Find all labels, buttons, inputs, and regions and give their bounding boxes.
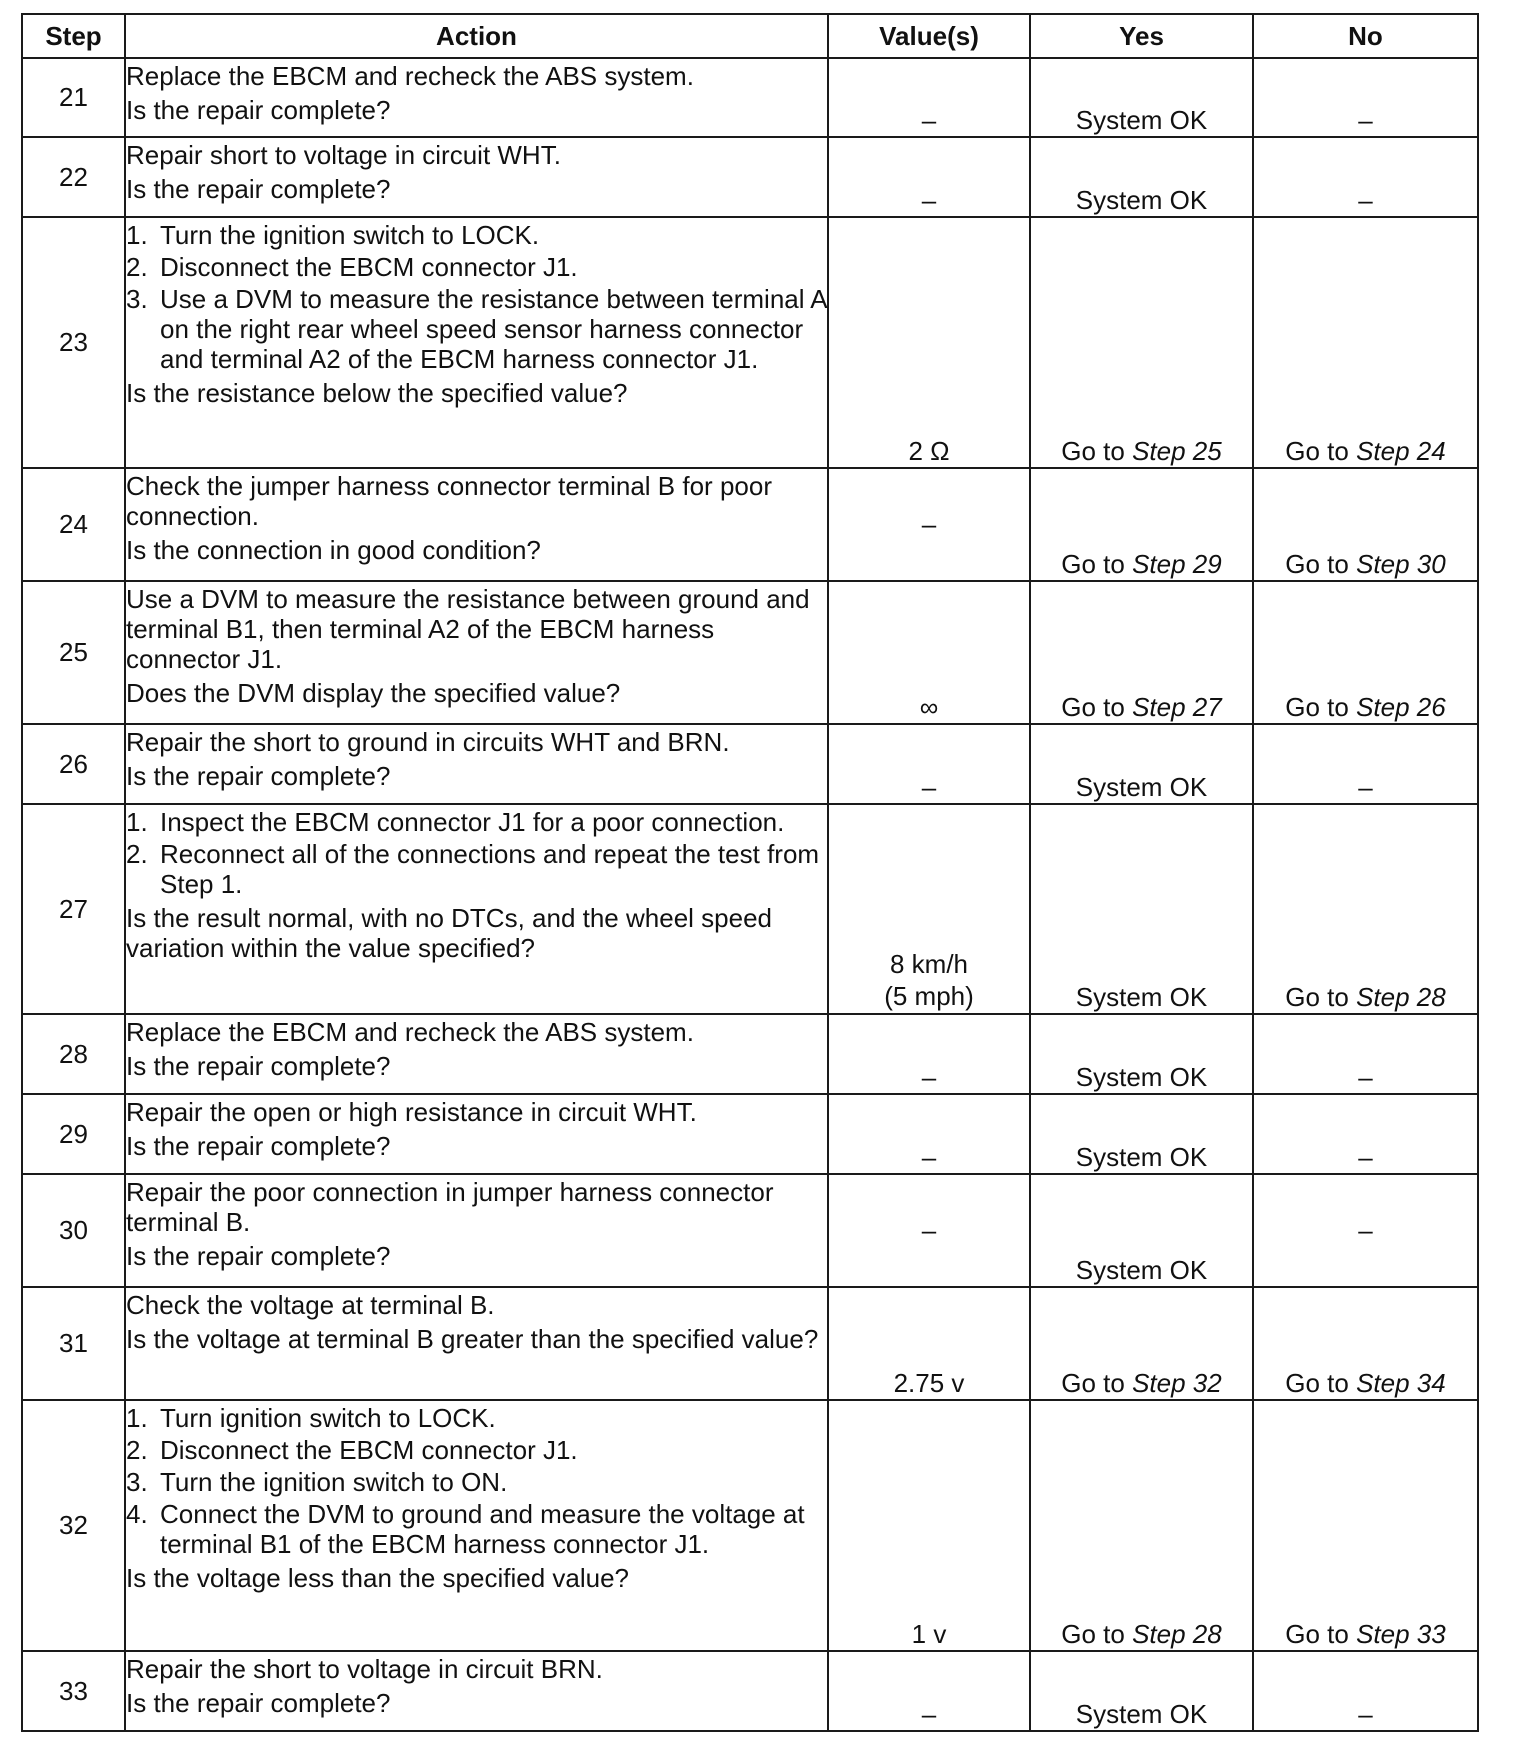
table-row [22, 1651, 1478, 1731]
action-cell [125, 1651, 828, 1731]
list-item-number: 1. [126, 807, 148, 837]
action-question: Is the resistance below the specified value? [126, 378, 628, 408]
action-cell [125, 1094, 828, 1174]
no-cell: – [1253, 1094, 1478, 1174]
step-number: 27 [22, 804, 125, 1014]
list-item-text: Disconnect the EBCM connector J1. [160, 1435, 578, 1465]
no-cell: – [1253, 137, 1478, 217]
action-question: Is the repair complete? [126, 1131, 391, 1161]
list-item-text: Reconnect all of the connections and repeat the test from Step 1. [160, 839, 820, 899]
yes-step-ref: Step 27 [1132, 692, 1222, 722]
no-cell [1253, 468, 1478, 581]
yes-cell: System OK [1030, 137, 1253, 217]
table-row [22, 1287, 1478, 1400]
action-cell [125, 1287, 828, 1400]
list-item-number: 3. [126, 284, 148, 314]
no-step-ref: Step 34 [1356, 1368, 1446, 1398]
action-question: Is the connection in good condition? [126, 535, 541, 565]
diagnostic-table [21, 13, 1479, 1732]
header-action: Action [125, 14, 828, 58]
list-item-text: Turn the ignition switch to LOCK. [160, 220, 540, 250]
table-row [22, 1400, 1478, 1651]
yes-cell: System OK [1030, 1094, 1253, 1174]
no-step-ref: Step 33 [1356, 1619, 1446, 1649]
list-item-text: Disconnect the EBCM connector J1. [160, 252, 578, 282]
yes-cell: System OK [1030, 1014, 1253, 1094]
list-item-text: Use a DVM to measure the resistance between terminal A on the right rear wheel speed sensor harness connector and terminal A2 of the EBCM harness connector J1. [160, 284, 827, 374]
yes-cell: System OK [1030, 58, 1253, 137]
step-number: 28 [22, 1014, 125, 1094]
step-number: 23 [22, 217, 125, 468]
no-prefix: Go to [1285, 436, 1349, 466]
step-number: 31 [22, 1287, 125, 1400]
list-item-text: Connect the DVM to ground and measure the voltage at terminal B1 of the EBCM harness connector J1. [160, 1499, 805, 1559]
action-question: Is the repair complete? [126, 174, 391, 204]
action-text: Repair the poor connection in jumper harness connector terminal B. [126, 1177, 774, 1237]
action-text: Repair the short to voltage in circuit BRN. [126, 1654, 603, 1684]
no-prefix: Go to [1285, 692, 1349, 722]
yes-cell: System OK [1030, 724, 1253, 804]
yes-prefix: Go to [1061, 436, 1125, 466]
no-cell: – [1253, 1651, 1478, 1731]
step-number: 25 [22, 581, 125, 724]
action-cell [125, 724, 828, 804]
action-question: Is the repair complete? [126, 761, 391, 791]
no-cell: – [1253, 1014, 1478, 1094]
no-prefix: Go to [1285, 1619, 1349, 1649]
list-item-number: 1. [126, 220, 148, 250]
table-row [22, 1174, 1478, 1287]
list-item-number: 2. [126, 839, 148, 869]
table-row [22, 1014, 1478, 1094]
table-row [22, 1094, 1478, 1174]
value-cell: – [828, 1174, 1030, 1287]
header-no: No [1253, 14, 1478, 58]
no-prefix: Go to [1285, 549, 1349, 579]
header-row [22, 14, 1478, 58]
list-item [126, 1435, 827, 1465]
yes-cell [1030, 217, 1253, 468]
action-question: Is the repair complete? [126, 95, 391, 125]
no-cell [1253, 804, 1478, 1014]
yes-prefix: Go to [1061, 692, 1125, 722]
list-item-number: 4. [126, 1499, 148, 1529]
no-cell [1253, 581, 1478, 724]
value-cell: 2 Ω [828, 217, 1030, 468]
header-values: Value(s) [828, 14, 1030, 58]
yes-prefix: Go to [1061, 549, 1125, 579]
yes-cell: System OK [1030, 1651, 1253, 1731]
no-cell: – [1253, 1174, 1478, 1287]
list-item-number: 3. [126, 1467, 148, 1497]
yes-cell [1030, 1400, 1253, 1651]
list-item-text: Turn the ignition switch to ON. [160, 1467, 508, 1497]
action-question: Is the voltage at terminal B greater than the specified value? [126, 1324, 819, 1354]
no-cell [1253, 217, 1478, 468]
no-cell: – [1253, 724, 1478, 804]
list-item-text: Turn ignition switch to LOCK. [160, 1403, 496, 1433]
step-number: 30 [22, 1174, 125, 1287]
list-item [126, 252, 827, 282]
value-cell: – [828, 468, 1030, 581]
yes-step-ref: Step 32 [1132, 1368, 1222, 1398]
value-cell: – [828, 58, 1030, 137]
action-question: Is the result normal, with no DTCs, and the wheel speed variation within the value specified? [126, 903, 772, 963]
table-row [22, 468, 1478, 581]
action-question: Is the repair complete? [126, 1688, 391, 1718]
action-text: Repair short to voltage in circuit WHT. [126, 140, 561, 170]
action-question: Is the voltage less than the specified value? [126, 1563, 629, 1593]
yes-step-ref: Step 29 [1132, 549, 1222, 579]
list-item-number: 1. [126, 1403, 148, 1433]
value-cell: – [828, 1014, 1030, 1094]
action-steps [126, 220, 827, 374]
action-question: Does the DVM display the specified value? [126, 678, 621, 708]
action-cell [125, 217, 828, 468]
value-cell: 1 v [828, 1400, 1030, 1651]
step-number: 26 [22, 724, 125, 804]
value-cell: – [828, 1094, 1030, 1174]
action-text: Check the jumper harness connector terminal B for poor connection. [126, 471, 772, 531]
list-item [126, 1403, 827, 1433]
action-text: Replace the EBCM and recheck the ABS system. [126, 61, 694, 91]
value-cell: – [828, 137, 1030, 217]
table-row [22, 137, 1478, 217]
list-item [126, 839, 827, 899]
action-cell [125, 137, 828, 217]
no-step-ref: Step 28 [1356, 982, 1446, 1012]
yes-cell [1030, 468, 1253, 581]
yes-prefix: Go to [1061, 1619, 1125, 1649]
no-step-ref: Step 30 [1356, 549, 1446, 579]
action-cell [125, 58, 828, 137]
action-text: Use a DVM to measure the resistance between ground and terminal B1, then terminal A2 of the EBCM harness connector J1. [126, 584, 810, 674]
action-cell [125, 804, 828, 1014]
list-item [126, 1499, 827, 1559]
action-question: Is the repair complete? [126, 1051, 391, 1081]
value-cell: 2.75 v [828, 1287, 1030, 1400]
yes-step-ref: Step 25 [1132, 436, 1222, 466]
value-cell [828, 804, 1030, 1014]
no-step-ref: Step 26 [1356, 692, 1446, 722]
value-cell: – [828, 724, 1030, 804]
value-line: (5 mph) [884, 981, 974, 1011]
no-prefix: Go to [1285, 1368, 1349, 1398]
value-cell: ∞ [828, 581, 1030, 724]
action-text: Repair the short to ground in circuits WHT and BRN. [126, 727, 730, 757]
step-number: 33 [22, 1651, 125, 1731]
yes-cell: System OK [1030, 804, 1253, 1014]
table-row [22, 217, 1478, 468]
value-line: 8 km/h [889, 949, 969, 979]
list-item [126, 1467, 827, 1497]
list-item-number: 2. [126, 1435, 148, 1465]
action-steps [126, 807, 827, 899]
list-item [126, 284, 827, 374]
action-cell [125, 468, 828, 581]
yes-cell: System OK [1030, 1174, 1253, 1287]
list-item [126, 807, 827, 837]
yes-cell [1030, 581, 1253, 724]
action-cell [125, 581, 828, 724]
no-cell [1253, 1400, 1478, 1651]
yes-step-ref: Step 28 [1132, 1619, 1222, 1649]
table-row [22, 724, 1478, 804]
header-yes: Yes [1030, 14, 1253, 58]
action-cell [125, 1174, 828, 1287]
action-steps [126, 1403, 827, 1559]
list-item-number: 2. [126, 252, 148, 282]
no-prefix: Go to [1285, 982, 1349, 1012]
yes-prefix: Go to [1061, 1368, 1125, 1398]
step-number: 24 [22, 468, 125, 581]
yes-cell [1030, 1287, 1253, 1400]
header-step: Step [22, 14, 125, 58]
action-cell [125, 1014, 828, 1094]
table-row [22, 804, 1478, 1014]
action-question: Is the repair complete? [126, 1241, 391, 1271]
action-text: Repair the open or high resistance in circuit WHT. [126, 1097, 697, 1127]
table-row [22, 581, 1478, 724]
action-text: Replace the EBCM and recheck the ABS system. [126, 1017, 694, 1047]
no-cell [1253, 1287, 1478, 1400]
list-item-text: Inspect the EBCM connector J1 for a poor connection. [160, 807, 785, 837]
no-cell: – [1253, 58, 1478, 137]
step-number: 22 [22, 137, 125, 217]
step-number: 29 [22, 1094, 125, 1174]
step-number: 32 [22, 1400, 125, 1651]
list-item [126, 220, 827, 250]
value-cell: – [828, 1651, 1030, 1731]
no-step-ref: Step 24 [1356, 436, 1446, 466]
table-row [22, 58, 1478, 137]
step-number: 21 [22, 58, 125, 137]
action-cell [125, 1400, 828, 1651]
action-text: Check the voltage at terminal B. [126, 1290, 495, 1320]
